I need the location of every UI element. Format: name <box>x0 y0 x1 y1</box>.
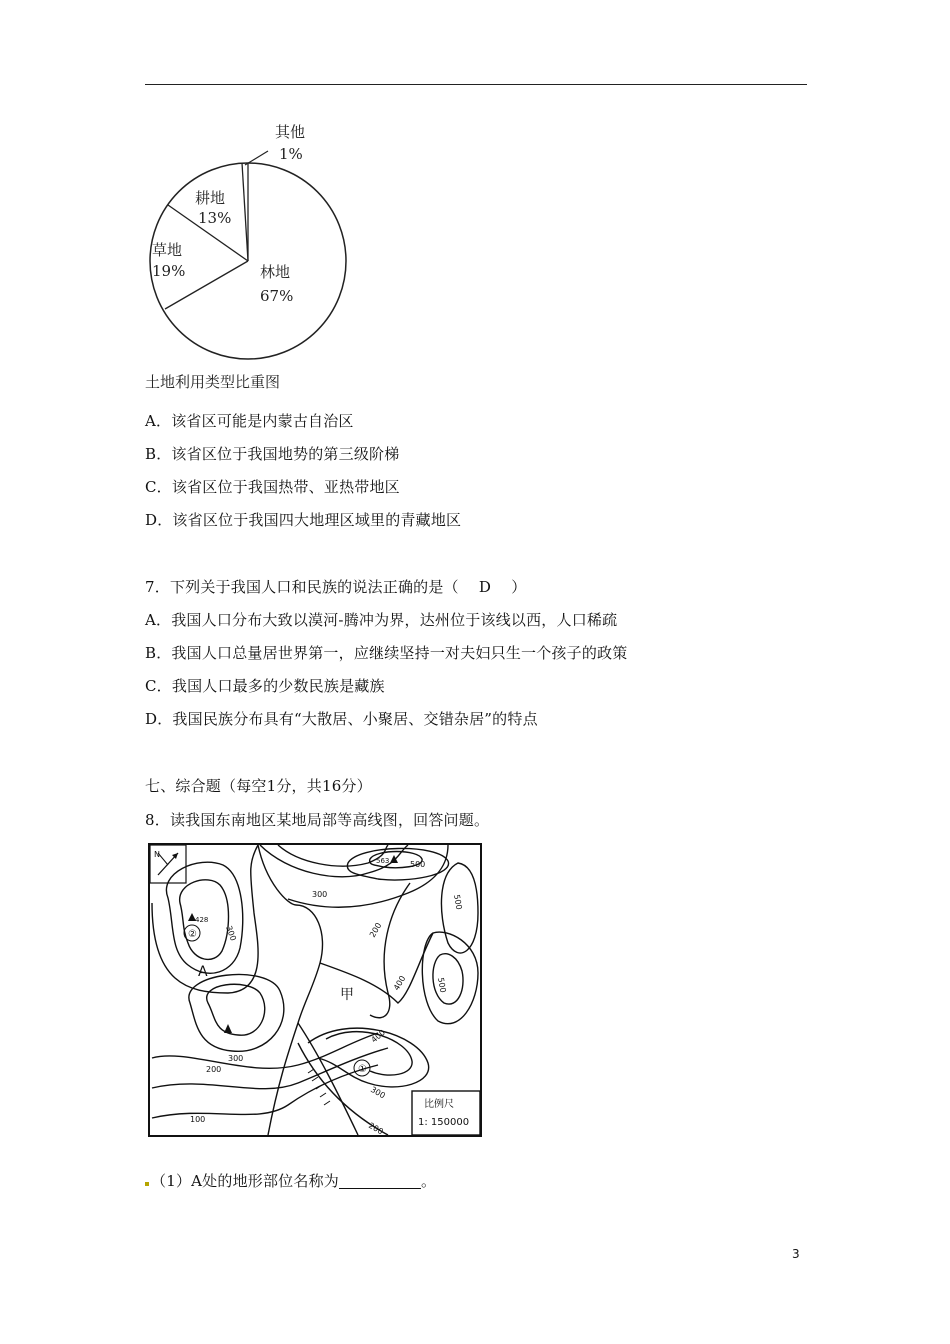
contour-label-500a: 500 <box>410 860 426 869</box>
contour-line <box>152 1065 378 1118</box>
pie-label-grass-pct: 19% <box>152 262 186 280</box>
pie-label-other-pct: 1% <box>279 145 303 163</box>
contour-label-300d: 300 <box>369 1084 387 1101</box>
section-title: 七、综合题（每空1分，共16分） <box>145 777 372 795</box>
marker-a: A <box>198 964 208 980</box>
contour-map <box>148 843 484 1139</box>
q7-option-d: D．我国民族分布具有“大散居、小聚居、交错杂居”的特点 <box>145 710 538 728</box>
river-line <box>258 845 323 1135</box>
pie-label-farm-name: 耕地 <box>195 189 226 207</box>
contour-line <box>189 974 284 1051</box>
pie-caption: 土地利用类型比重图 <box>145 373 281 391</box>
north-label: N <box>154 850 160 859</box>
contour-label-300c: 300 <box>312 890 328 899</box>
margin-dot <box>145 1182 149 1186</box>
contour-label-200c: 200 <box>367 1120 385 1137</box>
marker-2: ② <box>188 929 197 940</box>
pie-label-other-name: 其他 <box>275 123 306 141</box>
peak-center-icon <box>224 1024 232 1033</box>
contour-label-400a: 400 <box>391 974 408 992</box>
contour-label-500c: 500 <box>436 976 448 994</box>
contour-label-100a: 100 <box>190 1115 206 1124</box>
q6-option-b: B．该省区位于我国地势的第三级阶梯 <box>145 445 400 463</box>
contour-label-400b: 400 <box>369 1027 387 1045</box>
contour-line <box>320 933 433 1003</box>
q7-option-a: A．我国人口分布大致以漠河-腾冲为界，达州位于该线以西，人口稀疏 <box>145 611 618 629</box>
page-number: 3 <box>792 1247 800 1261</box>
marker-1: ① <box>358 1064 367 1075</box>
contour-label-200a: 200 <box>206 1065 222 1074</box>
peak-428-label: 428 <box>195 916 209 924</box>
land-use-pie-chart <box>140 115 370 370</box>
pie-label-forest-name: 林地 <box>260 263 291 281</box>
q6-option-c: C．该省区位于我国热带、亚热带地区 <box>145 478 400 496</box>
contour-label-200b: 200 <box>367 921 384 939</box>
scale-value: 1: 150000 <box>418 1117 470 1128</box>
contour-line <box>278 845 388 866</box>
pie-label-grass-name: 草地 <box>152 241 183 259</box>
marker-jia: 甲 <box>340 987 354 1003</box>
q8-sub1-suffix: 。 <box>420 1172 437 1190</box>
q7-option-b: B．我国人口总量居世界第一，应继续坚持一对夫妇只生一个孩子的政策 <box>145 644 628 662</box>
q7-stem: 7．下列关于我国人口和民族的说法正确的是（ D ） <box>145 578 527 596</box>
q8-sub1-prefix: （1）A处的地形部位名称为 <box>151 1172 339 1190</box>
q6-option-a: A．该省区可能是内蒙古自治区 <box>145 412 354 430</box>
pie-divider-other <box>242 163 248 261</box>
scale-box <box>412 1091 480 1135</box>
scale-title: 比例尺 <box>424 1099 454 1110</box>
q8-stem: 8．读我国东南地区某地局部等高线图，回答问题。 <box>145 811 490 829</box>
q8-sub1 <box>145 1170 436 1191</box>
pie-label-farm-pct: 13% <box>198 209 232 227</box>
peak-563-icon <box>390 855 398 863</box>
contour-label-500b: 500 <box>452 893 464 911</box>
contour-label-300a: 300 <box>224 924 238 943</box>
contour-label-300b: 300 <box>228 1054 244 1063</box>
answer-blank[interactable] <box>339 1173 421 1189</box>
q7-option-c: C．我国人口最多的少数民族是藏族 <box>145 677 385 695</box>
pie-label-forest-pct: 67% <box>260 287 294 305</box>
q6-option-d: D．该省区位于我国四大地理区域里的青藏地区 <box>145 511 462 529</box>
header-rule <box>145 84 807 85</box>
peak-563-label: 563 <box>376 857 390 865</box>
